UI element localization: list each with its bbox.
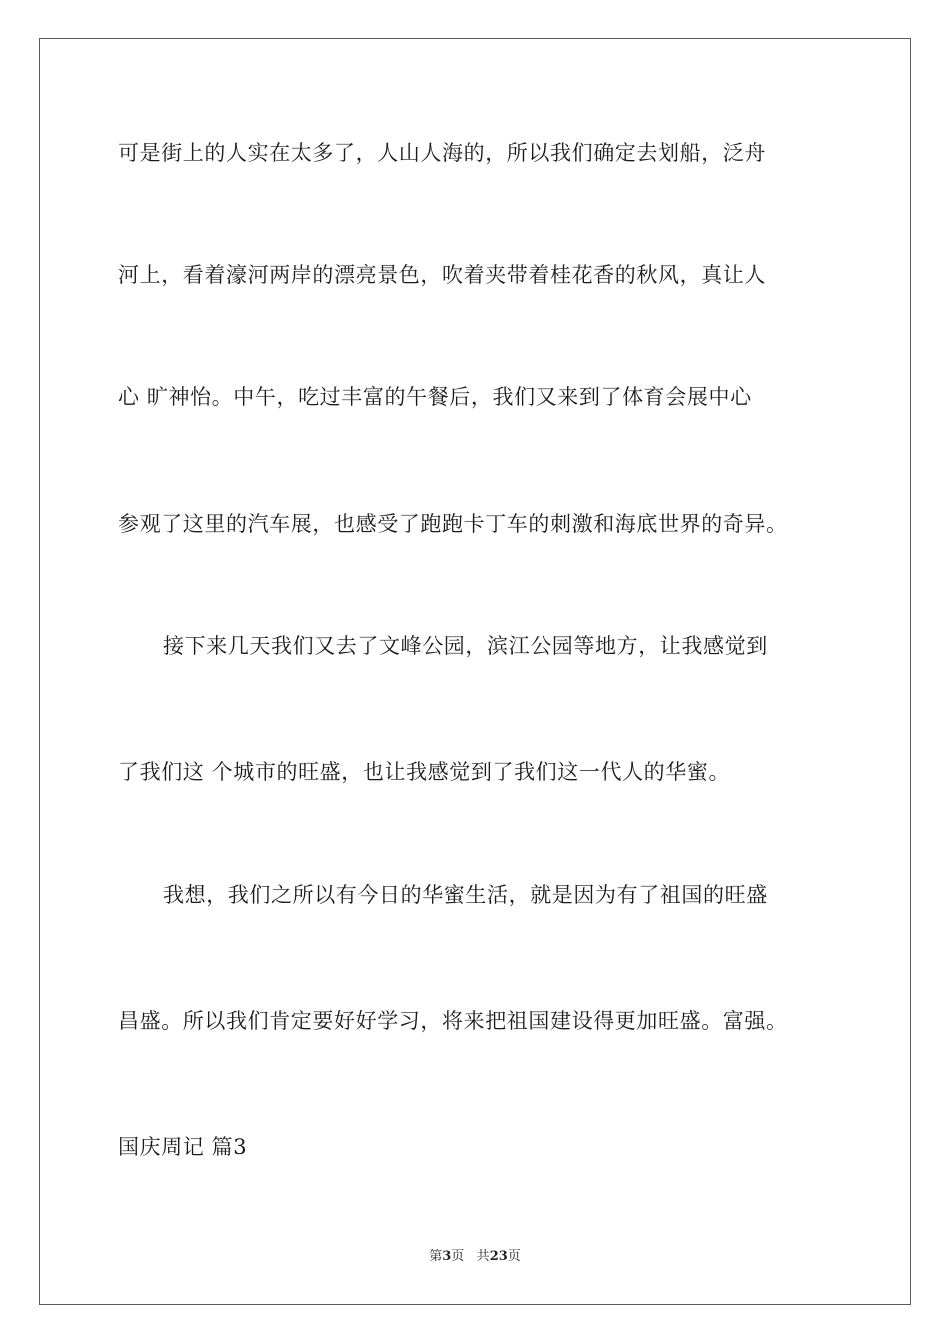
footer-total-pages: 23: [489, 1249, 508, 1264]
body-line-1: 可是街上的人实在太多了，人山人海的，所以我们确定去划船，泛舟: [118, 141, 766, 165]
body-line-2: 河上，看着濠河两岸的漂亮景色，吹着夹带着桂花香的秋风，真让人: [118, 263, 766, 287]
page-border: [39, 38, 911, 1305]
body-line-4: 参观了这里的汽车展，也感受了跑跑卡丁车的刺激和海底世界的奇异。: [118, 512, 788, 536]
footer-total-suffix: 页: [507, 1249, 521, 1264]
footer-total-prefix: 共: [476, 1249, 490, 1264]
section-heading: 国庆周记 篇3: [118, 1135, 248, 1159]
page-footer: [0, 1248, 950, 1266]
footer-page-number: 3: [442, 1249, 452, 1264]
footer-page-suffix: 页: [451, 1249, 465, 1264]
footer-page-prefix: 第: [429, 1249, 443, 1264]
body-line-8: 昌盛。所以我们肯定要好好学习，将来把祖国建设得更加旺盛。富强。: [118, 1009, 788, 1033]
body-line-7: 我想，我们之所以有今日的华蜜生活，就是因为有了祖国的旺盛: [163, 883, 768, 907]
body-line-3: 心 旷神怡。中午，吃过丰富的午餐后，我们又来到了体育会展中心: [118, 385, 752, 409]
body-line-6: 了我们这 个城市的旺盛，也让我感觉到了我们这一代人的华蜜。: [118, 760, 731, 784]
body-line-5: 接下来几天我们又去了文峰公园，滨江公园等地方，让我感觉到: [163, 634, 768, 658]
